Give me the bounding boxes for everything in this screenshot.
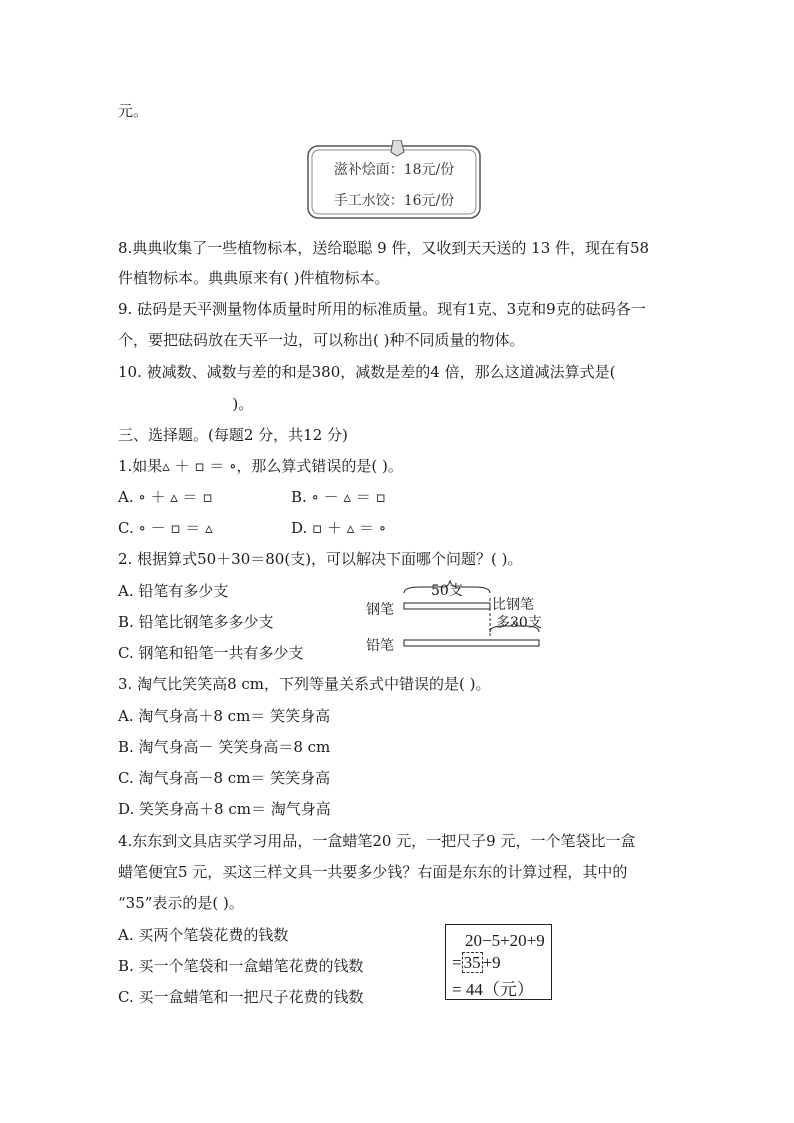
text-line: 元。 <box>118 102 149 120</box>
q3-option-c: C. 淘气身高－8 cm＝ 笑笑身高 <box>118 769 331 787</box>
question-8-line1: 8.典典收集了一些植物标本，送给聪聪 9 件，又收到天天送的 13 件，现在有58 <box>118 239 650 257</box>
price-item-noodles: 滋补烩面：18元/份 <box>333 162 455 178</box>
question-9-line1: 9. 砝码是天平测量物体质量时所用的标准质量。现有1克、3克和9克的砝码各一 <box>118 300 646 318</box>
question-4-line1: 4.东东到文具店买学习用品，一盒蜡笔20 元，一把尺子9 元，一个笔袋比一盒 <box>118 832 636 850</box>
q3-option-a: A. 淘气身高＋8 cm＝ 笑笑身高 <box>118 707 331 725</box>
line-segment-diagram <box>362 578 552 656</box>
q2-option-b: B. 铅笔比钢笔多多少支 <box>118 613 274 631</box>
question-10-line2: )。 <box>118 395 254 413</box>
question-4-line3: “35”表示的是( )。 <box>118 894 244 912</box>
q2-option-a: A. 铅笔有多少支 <box>118 582 229 600</box>
pencil-label: 铅笔 <box>366 638 394 654</box>
q1-option-b: B. ∘ － ▵ ＝ ▫ <box>291 488 386 506</box>
calc-boxed-value: 35 <box>463 953 481 972</box>
question-2-stem: 2. 根据算式50＋30＝80(支)，可以解决下面哪个问题？( )。 <box>118 550 523 568</box>
calc-line-1: 20−5+20+9 <box>465 931 545 950</box>
q1-option-d: D. ▫ ＋ ▵ ＝ ∘ <box>291 519 387 537</box>
q2-option-c: C. 钢笔和铅笔一共有多少支 <box>118 644 304 662</box>
pen-label: 钢笔 <box>366 602 394 618</box>
q1-option-a: A. ∘ ＋ ▵ ＝ ▫ <box>118 488 213 506</box>
calc-line-3: = 44（元） <box>452 980 534 999</box>
compare-label-line1: 比钢笔 <box>492 597 534 613</box>
question-4-line2: 蜡笔便宜5 元，买这三样文具一共要多少钱？右面是东东的计算过程，其中的 <box>118 863 628 881</box>
question-9-line2: 个，要把砝码放在天平一边，可以称出( )种不同质量的物体。 <box>118 331 525 349</box>
section-heading: 三、选择题。(每题2 分，共12 分) <box>118 426 348 444</box>
compare-label-line2: 多30支 <box>496 615 542 631</box>
q4-option-c: C. 买一盒蜡笔和一把尺子花费的钱数 <box>118 988 364 1006</box>
q3-option-d: D. 笑笑身高＋8 cm＝ 淘气身高 <box>118 800 331 818</box>
question-8-line2: 件植物标本。典典原来有( )件植物标本。 <box>118 269 390 287</box>
calc-rest: +9 <box>482 953 501 972</box>
question-1-stem: 1.如果▵ ＋ ▫ ＝ ∘，那么算式错误的是( )。 <box>118 457 403 475</box>
question-3-stem: 3. 淘气比笑笑高8 cm，下列等量关系式中错误的是( )。 <box>118 675 491 693</box>
calc-equals: = <box>452 953 462 972</box>
calculation-box <box>445 924 552 1000</box>
q1-option-c: C. ∘ － ▫ ＝ ▵ <box>118 519 213 537</box>
question-10-line1: 10. 被减数、减数与差的和是380，减数是差的4 倍，那么这道减法算式是( <box>118 363 616 381</box>
q4-option-b: B. 买一个笔袋和一盒蜡笔花费的钱数 <box>118 957 364 975</box>
q3-option-b: B. 淘气身高－ 笑笑身高＝8 cm <box>118 738 331 756</box>
calc-line-2 <box>452 953 501 973</box>
price-sign <box>305 140 483 220</box>
q4-option-a: A. 买两个笔袋花费的钱数 <box>118 926 289 944</box>
price-item-dumplings: 手工水饺：16元/份 <box>333 193 455 209</box>
pen-count-label: 50支 <box>431 583 463 599</box>
